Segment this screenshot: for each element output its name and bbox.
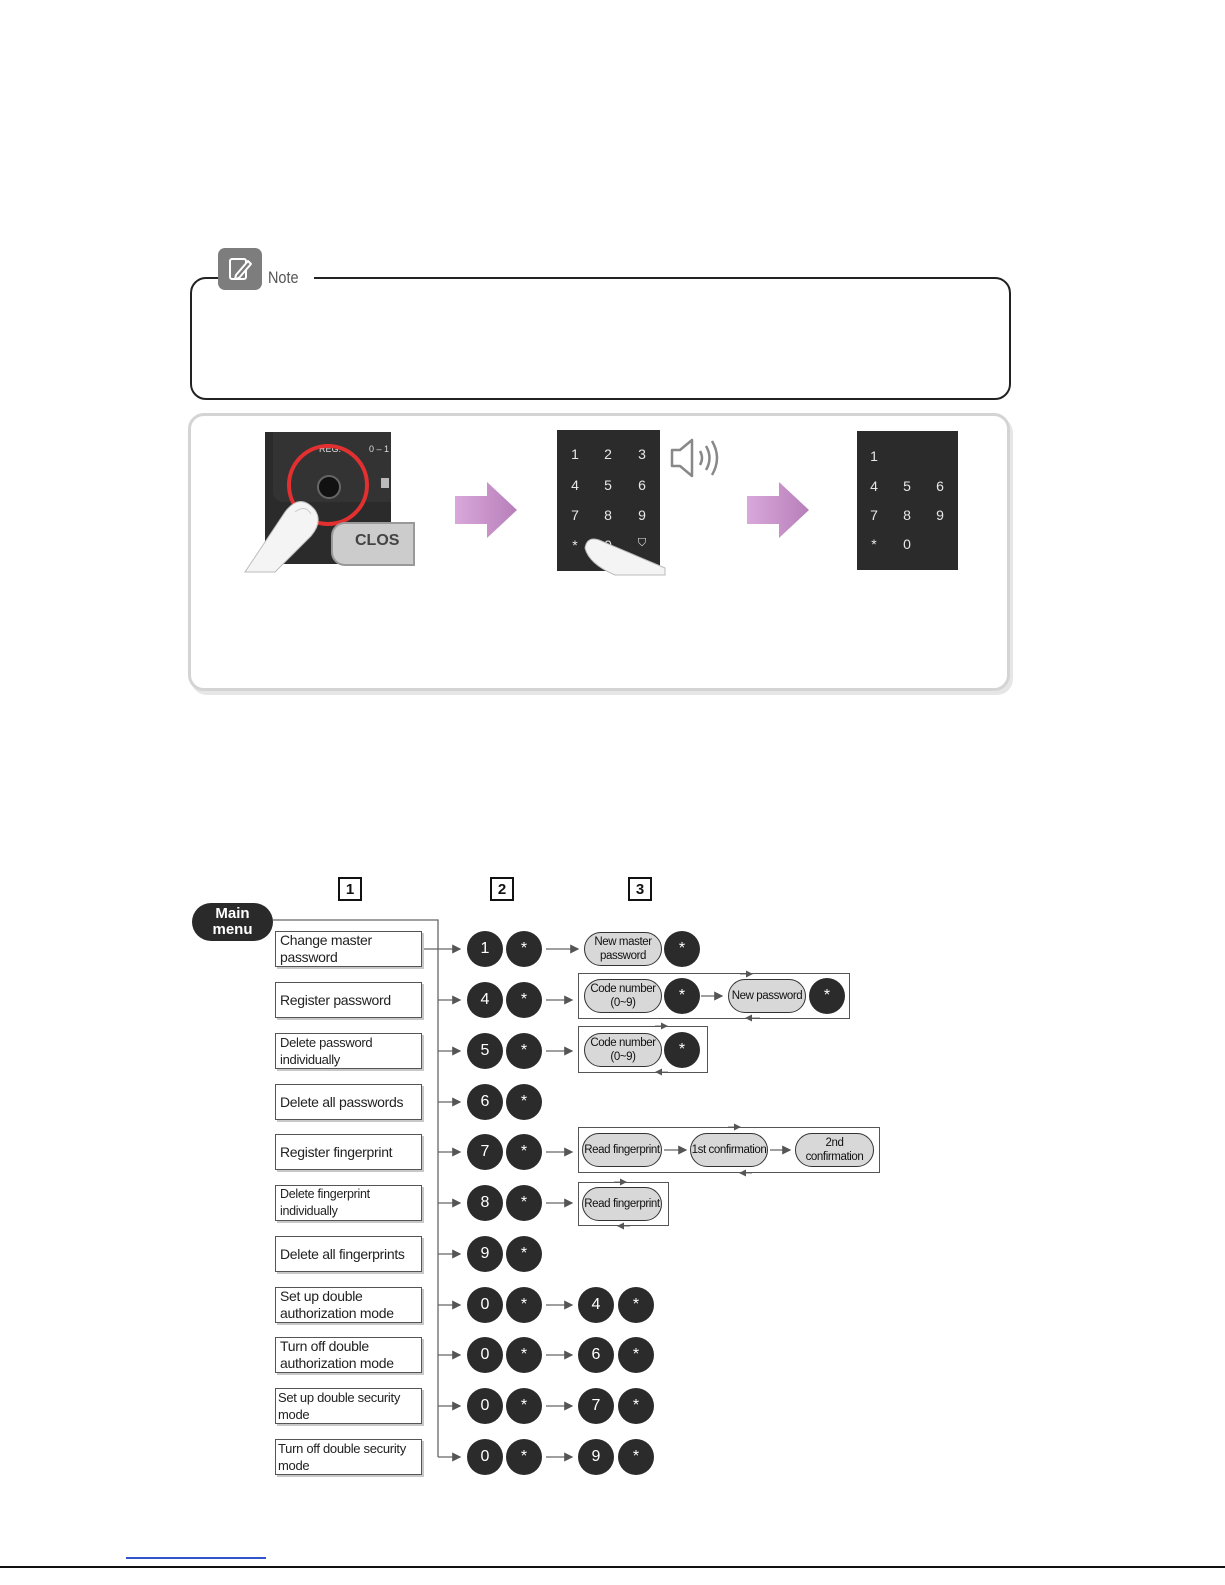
key-circle: 7 bbox=[578, 1388, 614, 1424]
menu-item-register-password: Register password bbox=[275, 982, 422, 1018]
menu-item-delete-all-fingerprints: Delete all fingerprints bbox=[275, 1236, 422, 1272]
key-circle: 9 bbox=[578, 1439, 614, 1475]
keypad-key: 3 bbox=[638, 446, 646, 462]
star-key-circle: * bbox=[506, 1185, 542, 1221]
key-circle: 8 bbox=[467, 1185, 503, 1221]
menu-item-delete-all-passwords: Delete all passwords bbox=[275, 1084, 422, 1120]
menu-item-set-up-double-security: Set up double security mode bbox=[275, 1388, 422, 1424]
menu-item-turn-off-double-security: Turn off double security mode bbox=[275, 1439, 422, 1475]
star-key-circle: * bbox=[506, 1287, 542, 1323]
menu-item-delete-password-individually: Delete password individually bbox=[275, 1033, 422, 1069]
star-key-circle: * bbox=[664, 931, 700, 967]
keypad-key: 4 bbox=[571, 477, 579, 493]
main-menu-line: Main bbox=[215, 905, 250, 922]
key-circle: 4 bbox=[578, 1287, 614, 1323]
menu-item-turn-off-double-authorization: Turn off double authorization mode bbox=[275, 1337, 422, 1373]
keypad-key: 6 bbox=[936, 478, 944, 494]
menu-item-set-up-double-authorization: Set up double authorization mode bbox=[275, 1287, 422, 1323]
star-key-circle: * bbox=[506, 1236, 542, 1272]
menu-item-delete-fingerprint-individually: Delete fingerprint individually bbox=[275, 1185, 422, 1221]
keypad-key: 8 bbox=[604, 507, 612, 523]
star-key-circle: * bbox=[618, 1388, 654, 1424]
column-header-1: 1 bbox=[338, 877, 362, 901]
keypad-key: 9 bbox=[936, 507, 944, 523]
note-label: Note bbox=[268, 268, 299, 287]
keypad-key: 1 bbox=[571, 446, 579, 462]
pill-new-master-password: New master password bbox=[584, 932, 662, 966]
star-key-circle: * bbox=[506, 931, 542, 967]
pill-first-confirmation: 1st confirmation bbox=[690, 1133, 768, 1167]
star-key-circle: * bbox=[506, 1084, 542, 1120]
key-circle: 0 bbox=[467, 1287, 503, 1323]
column-header-3: 3 bbox=[628, 877, 652, 901]
keypad-key: 4 bbox=[870, 478, 878, 494]
range-label: 0 – 1 bbox=[369, 444, 390, 454]
keypad-key: 6 bbox=[638, 477, 646, 493]
footer-link-underline bbox=[126, 1557, 266, 1559]
close-label: CLOS bbox=[355, 532, 400, 549]
star-key-circle: * bbox=[618, 1287, 654, 1323]
column-header-2: 2 bbox=[490, 877, 514, 901]
star-key-circle: * bbox=[506, 1033, 542, 1069]
key-circle: 0 bbox=[467, 1337, 503, 1373]
shield-key-icon: ⛉ bbox=[637, 537, 647, 549]
star-key-circle: * bbox=[618, 1439, 654, 1475]
key-circle: 9 bbox=[467, 1236, 503, 1272]
reg-label: REG. bbox=[319, 444, 342, 454]
star-key-circle: * bbox=[664, 978, 700, 1014]
key-circle: 4 bbox=[467, 982, 503, 1018]
star-key-circle: * bbox=[809, 978, 845, 1014]
key-circle: 1 bbox=[467, 931, 503, 967]
star-key-circle: * bbox=[664, 1032, 700, 1068]
key-circle: 5 bbox=[467, 1033, 503, 1069]
keypad-key: 5 bbox=[604, 477, 612, 493]
star-key-circle: * bbox=[506, 1337, 542, 1373]
pill-code-number: Code number (0~9) bbox=[584, 979, 662, 1013]
keypad-key: 7 bbox=[571, 507, 579, 523]
keypad-key: * bbox=[572, 537, 578, 553]
keypad-key: 2 bbox=[604, 446, 612, 462]
keypad-key: * bbox=[871, 536, 877, 552]
keypad-key: 5 bbox=[903, 478, 911, 494]
star-key-circle: * bbox=[506, 1134, 542, 1170]
menu-item-change-master-password: Change master password bbox=[275, 931, 422, 967]
star-key-circle: * bbox=[506, 982, 542, 1018]
pill-new-password: New password bbox=[728, 979, 806, 1013]
key-circle: 6 bbox=[578, 1337, 614, 1373]
pill-second-confirmation: 2nd confirmation bbox=[795, 1133, 874, 1167]
pill-read-fingerprint: Read fingerprint bbox=[582, 1187, 662, 1221]
pill-code-number: Code number (0~9) bbox=[584, 1033, 662, 1067]
key-circle: 6 bbox=[467, 1084, 503, 1120]
keypad-key: 1 bbox=[870, 448, 878, 464]
key-circle: 0 bbox=[467, 1388, 503, 1424]
keypad-key: 9 bbox=[638, 507, 646, 523]
keypad-key: 8 bbox=[903, 507, 911, 523]
main-menu-line: menu bbox=[212, 921, 253, 938]
key-circle: 7 bbox=[467, 1134, 503, 1170]
footer-rule bbox=[0, 1566, 1225, 1568]
star-key-circle: * bbox=[506, 1439, 542, 1475]
menu-item-register-fingerprint: Register fingerprint bbox=[275, 1134, 422, 1170]
key-circle: 0 bbox=[467, 1439, 503, 1475]
star-key-circle: * bbox=[618, 1337, 654, 1373]
star-key-circle: * bbox=[506, 1388, 542, 1424]
keypad-key: 7 bbox=[870, 507, 878, 523]
pill-read-fingerprint: Read fingerprint bbox=[582, 1133, 662, 1167]
keypad-key: 0 bbox=[903, 536, 911, 552]
